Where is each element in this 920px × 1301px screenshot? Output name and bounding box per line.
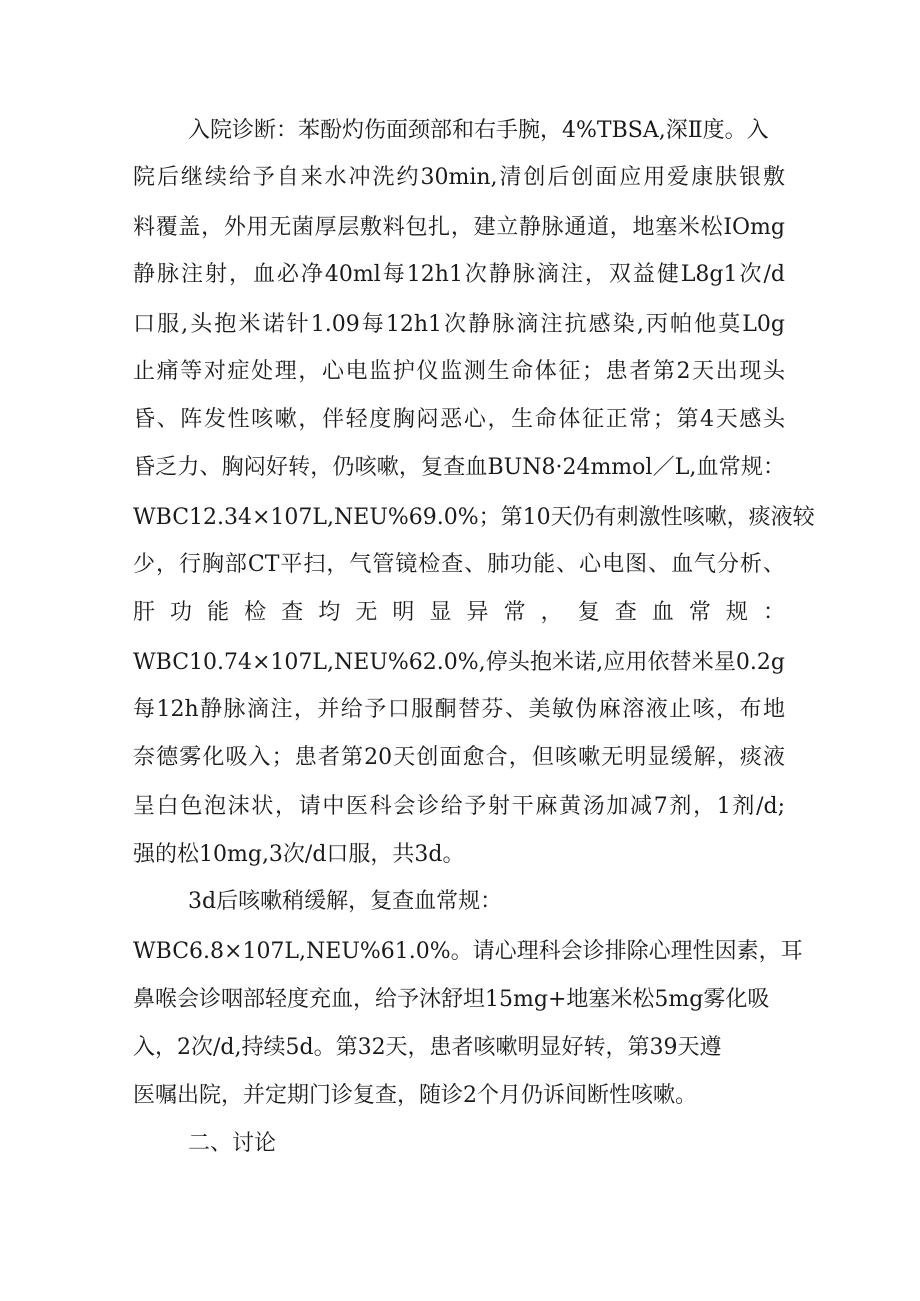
paragraph-2-line-3: 鼻喉会诊咽部轻度充血，给予沐舒坦15mg+地塞米松5mg雾化吸 bbox=[133, 987, 770, 1012]
section-heading-discussion: 二、讨论 bbox=[188, 1131, 277, 1156]
paragraph-1-line-15: 呈白色泡沫状，请中医科会诊给予射干麻黄汤加减7剂，1剂/d; bbox=[133, 794, 785, 819]
paragraph-1-line-13: 每12h静脉滴注，并给予口服酮替芬、美敏伪麻溶液止咳，布地 bbox=[133, 697, 785, 722]
paragraph-1-line-14: 奈德雾化吸入；患者第20天创面愈合，但咳嗽无明显缓解，痰液 bbox=[133, 745, 785, 770]
paragraph-1-line-5: 口服,头抱米诺针1.09每12h1次静脉滴注抗感染,丙帕他莫L0g bbox=[133, 312, 785, 337]
paragraph-2-line-5: 医嘱出院，并定期门诊复查，随诊2个月仍诉间断性咳嗽。 bbox=[133, 1083, 697, 1108]
paragraph-1-line-11: 肝功能检查均无明显异常，复查血常规： bbox=[133, 600, 785, 625]
paragraph-1-line-2: 院后继续给予自来水冲洗约30min,清创后创面应用爱康肤银敷 bbox=[133, 165, 785, 190]
paragraph-1-line-3: 料覆盖，外用无菌厚层敷料包扎，建立静脉通道，地塞米松IOmg bbox=[133, 215, 785, 240]
paragraph-1-line-12: WBC10.74×107L,NEU%62.0%,停头抱米诺,应用依替米星0.2g bbox=[133, 650, 785, 675]
paragraph-1-line-6: 止痛等对症处理，心电监护仪监测生命体征；患者第2天出现头 bbox=[133, 359, 785, 384]
paragraph-2-line-1: 3d后咳嗽稍缓解，复查血常规： bbox=[188, 889, 503, 914]
paragraph-1-line-7: 昏、阵发性咳嗽，伴轻度胸闷恶心，生命体征正常；第4天感头 bbox=[133, 407, 785, 432]
paragraph-1-line-10: 少，行胸部CT平扫，气管镜检查、肺功能、心电图、血气分析、 bbox=[133, 552, 785, 577]
paragraph-1-line-4: 静脉注射，血必净40ml每12h1次静脉滴注，双益健L8g1次/d bbox=[133, 262, 785, 287]
paragraph-1-line-1: 入院诊断：苯酚灼伤面颈部和右手腕，4%TBSA,深Ⅱ度。入 bbox=[188, 118, 769, 143]
paragraph-2-line-2: WBC6.8×107L,NEU%61.0%。请心理科会诊排除心理性因素，耳 bbox=[133, 939, 803, 964]
paragraph-1-line-9: WBC12.34×107L,NEU%69.0%；第10天仍有刺激性咳嗽，痰液较 bbox=[133, 505, 815, 530]
paragraph-2-line-4: 入，2次/d,持续5d。第32天，患者咳嗽明显好转，第39天遵 bbox=[133, 1035, 722, 1060]
paragraph-1-line-8: 昏乏力、胸闷好转，仍咳嗽，复查血BUN8·24mmol／L,血常规： bbox=[133, 455, 785, 480]
paragraph-1-line-16: 强的松10mg,3次/d口服，共3d。 bbox=[133, 842, 465, 867]
